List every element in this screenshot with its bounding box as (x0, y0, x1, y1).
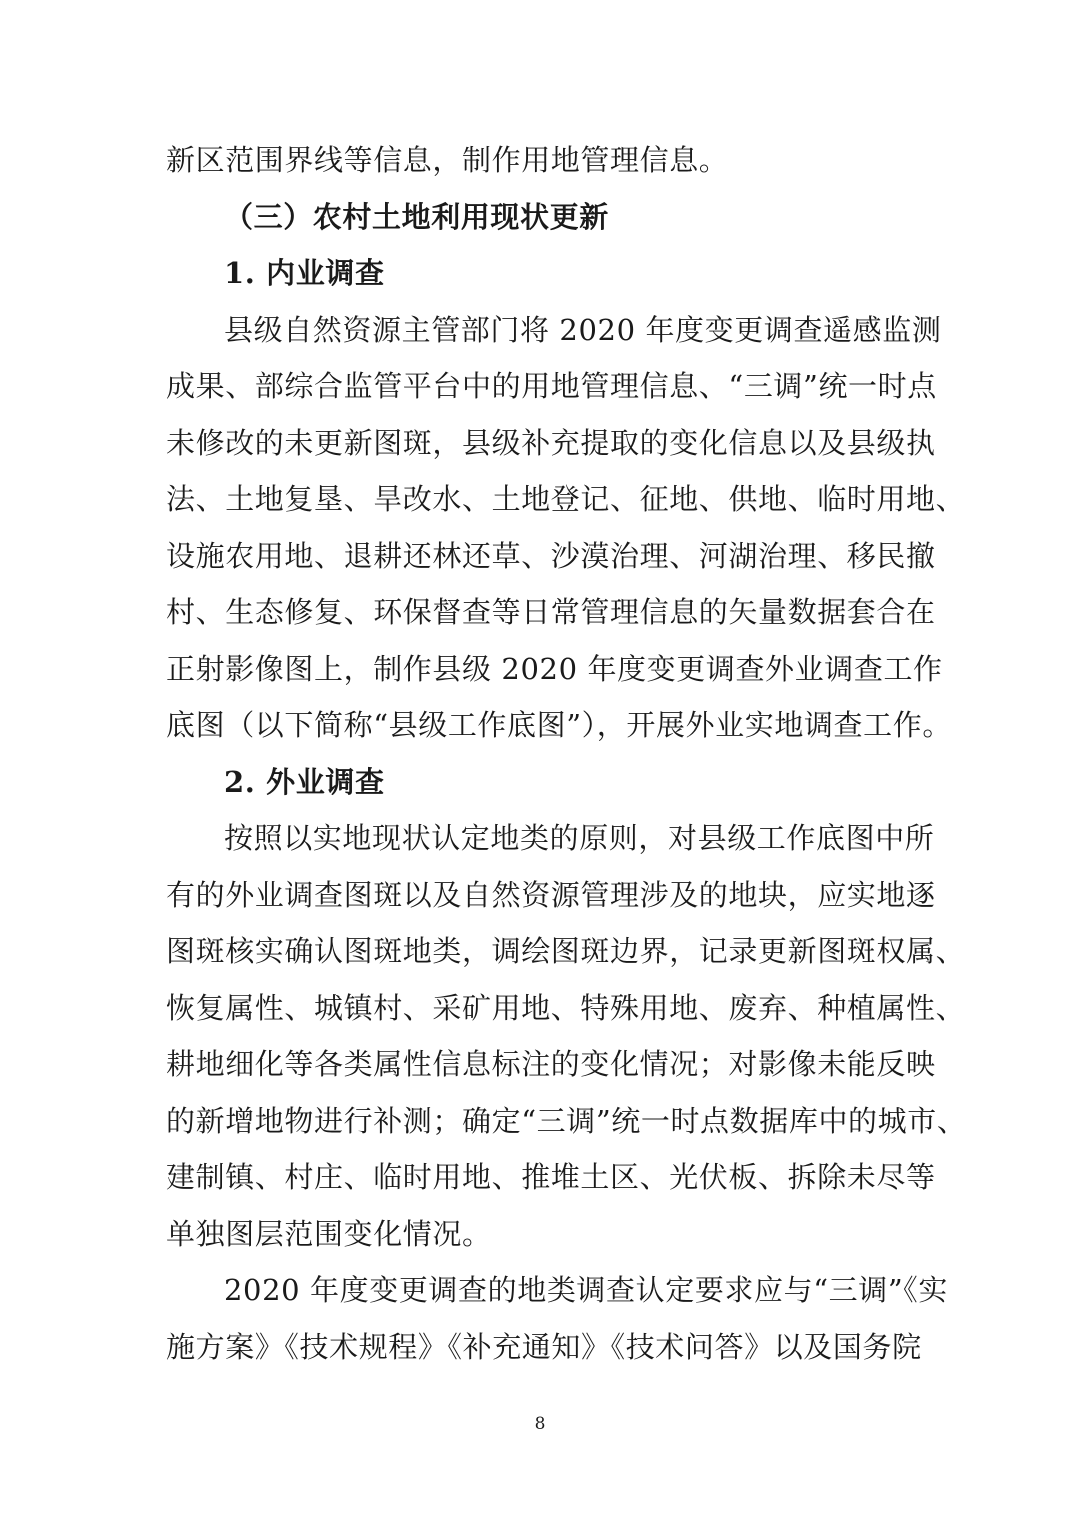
paragraph-line: 正射影像图上，制作县级 2020 年度变更调查外业调查工作 (166, 652, 943, 686)
section-heading: （三）农村土地利用现状更新 (224, 200, 609, 234)
paragraph-line: 县级自然资源主管部门将 2020 年度变更调查遥感监测 (224, 313, 942, 347)
paragraph-line: 有的外业调查图斑以及自然资源管理涉及的地块，应实地逐 (166, 878, 936, 912)
paragraph-line: 新区范围界线等信息，制作用地管理信息。 (166, 143, 729, 177)
page-number: 8 (534, 1414, 546, 1434)
paragraph-line: 恢复属性、城镇村、采矿用地、特殊用地、废弃、种植属性、 (166, 991, 966, 1025)
paragraph-line: 法、土地复垦、旱改水、土地登记、征地、供地、临时用地、 (166, 482, 966, 516)
paragraph-line: 单独图层范围变化情况。 (166, 1217, 492, 1251)
paragraph-line: 施方案》《技术规程》《补充通知》《技术问答》以及国务院 (166, 1330, 922, 1364)
paragraph-line: 按照以实地现状认定地类的原则，对县级工作底图中所 (224, 821, 935, 855)
paragraph-line: 设施农用地、退耕还林还草、沙漠治理、河湖治理、移民撤 (166, 539, 936, 573)
paragraph-line: 的新增地物进行补测；确定“三调”统一时点数据库中的城市、 (166, 1104, 967, 1138)
subsection-heading: 2. 外业调查 (224, 765, 385, 799)
paragraph-line: 2020 年度变更调查的地类调查认定要求应与“三调”《实 (224, 1273, 948, 1307)
paragraph-line: 建制镇、村庄、临时用地、推堆土区、光伏板、拆除未尽等 (166, 1160, 936, 1194)
paragraph-line: 耕地细化等各类属性信息标注的变化情况；对影像未能反映 (166, 1047, 936, 1081)
paragraph-line: 图斑核实确认图斑地类，调绘图斑边界，记录更新图斑权属、 (166, 934, 966, 968)
paragraph-line: 底图（以下简称“县级工作底图”），开展外业实地调查工作。 (166, 708, 952, 742)
paragraph-line: 成果、部综合监管平台中的用地管理信息、“三调”统一时点 (166, 369, 937, 403)
paragraph-line: 未修改的未更新图斑，县级补充提取的变化信息以及县级执 (166, 426, 936, 460)
subsection-heading: 1. 内业调查 (224, 256, 385, 290)
paragraph-line: 村、生态修复、环保督查等日常管理信息的矢量数据套合在 (166, 595, 936, 629)
